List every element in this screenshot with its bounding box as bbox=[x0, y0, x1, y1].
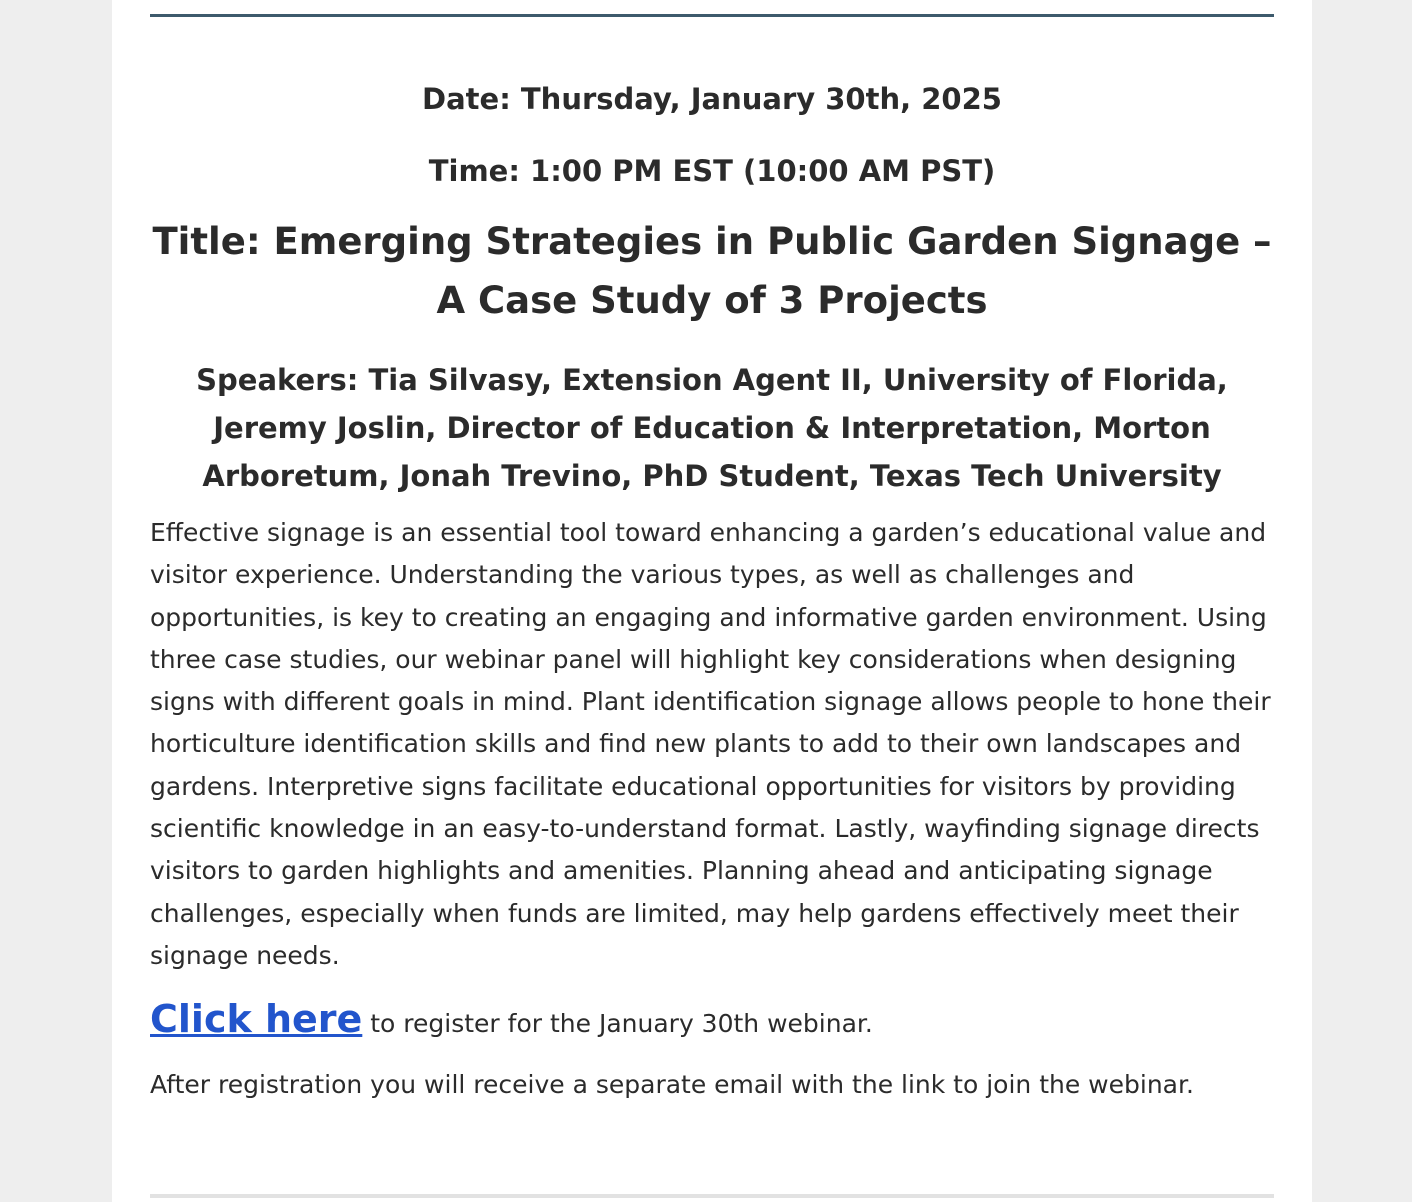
email-body bbox=[112, 0, 1312, 1202]
registration-line bbox=[150, 995, 1274, 1048]
webinar-details bbox=[150, 78, 1274, 1106]
register-link-suffix: to register for the January 30th webinar. bbox=[362, 1009, 873, 1039]
registration-note: After registration you will receive a separate email with the link to join the webinar. bbox=[150, 1070, 1194, 1100]
event-speakers: Speakers: Tia Silvasy, Extension Agent II, University of Florida, Jeremy Joslin, Director of Education & Interpretation, Morton Arboretum, Jonah Trevino, PhD Student, Texas Tech University bbox=[196, 363, 1228, 493]
bottom-divider bbox=[150, 1194, 1274, 1198]
event-time: Time: 1:00 PM EST (10:00 AM PST) bbox=[428, 154, 996, 188]
event-title: Title: Emerging Strategies in Public Garden Signage – A Case Study of 3 Projects bbox=[152, 220, 1272, 322]
top-divider bbox=[150, 14, 1274, 17]
event-description: Effective signage is an essential tool toward enhancing a garden’s educational value and visitor experience. Understanding the various types, as well as challenges and opportunities, is key to creating an engaging and informative garden environment. Using three case studies, our webinar panel will highlight key considerations when designing signs with different goals in mind. Plant identification signage allows people to hone their horticulture identification skills and find new plants to add to their own landscapes and gardens. Interpretive signs facilitate educational opportunities for visitors by providing scientific knowledge in an easy-to-understand format. Lastly, wayfinding signage directs visitors to garden highlights and amenities. Planning ahead and anticipating signage challenges, especially when funds are limited, may help gardens effectively meet their signage needs. bbox=[150, 518, 1271, 970]
register-link[interactable]: Click here bbox=[150, 997, 363, 1042]
event-date: Date: Thursday, January 30th, 2025 bbox=[422, 82, 1002, 116]
